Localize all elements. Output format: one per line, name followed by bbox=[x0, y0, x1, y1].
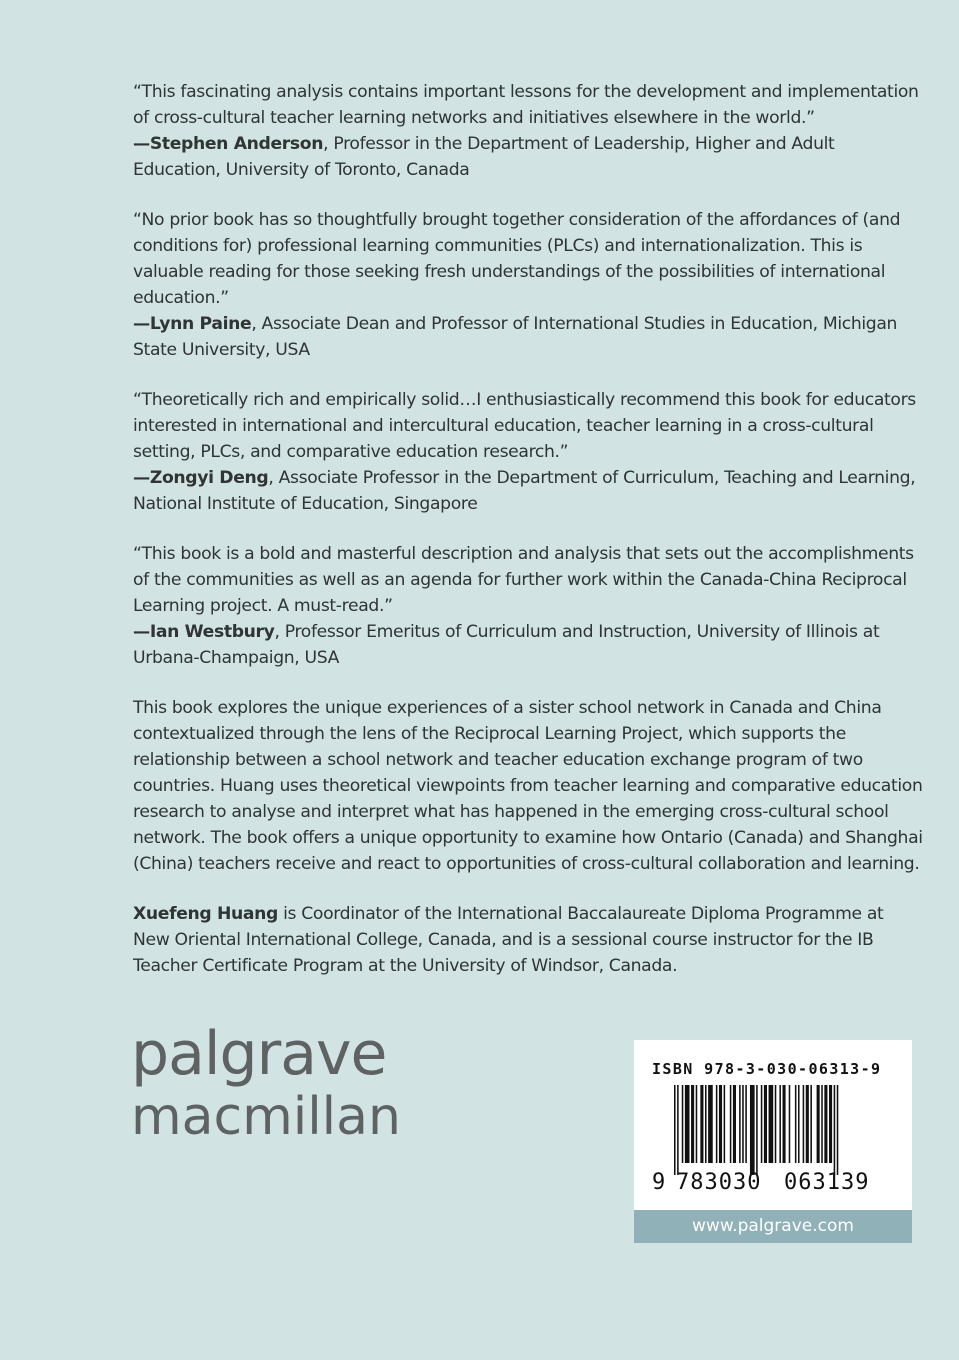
barcode-bar bbox=[716, 1085, 718, 1163]
endorsement bbox=[133, 207, 923, 363]
barcode-bar bbox=[691, 1085, 694, 1163]
barcode-graphic bbox=[634, 1040, 912, 1210]
barcode-digits-right: 063139 bbox=[784, 1170, 870, 1195]
barcode-bar bbox=[795, 1085, 797, 1163]
barcode-bar bbox=[708, 1085, 713, 1163]
barcode-bar bbox=[775, 1085, 777, 1163]
barcode-bar bbox=[817, 1085, 820, 1163]
barcode-bar bbox=[719, 1085, 722, 1163]
barcode-bar bbox=[685, 1085, 690, 1163]
endorser-affiliation: , Associate Professor in the Department of Curriculum, Teaching and Learning, National Institute of Education, Singapore bbox=[133, 468, 916, 514]
logo-line-macmillan: macmillan bbox=[131, 1087, 401, 1147]
endorser-name: —Zongyi Deng bbox=[133, 468, 269, 488]
endorsement-attribution bbox=[133, 311, 923, 363]
barcode-bar bbox=[677, 1085, 679, 1175]
author-name: Xuefeng Huang bbox=[133, 904, 279, 924]
description-text: This book explores the unique experiences of a sister school network in Canada and China contextualized through the lens of the Reciprocal Learning Project, which supports the relationship between a school network and teacher education exchange program of two countries. Huang uses theoretical viewpoints from teacher learning and comparative education research to analyse and interpret what has happened in the emerging cross-cultural school network. The book offers a unique opportunity to examine how Ontario (Canada) and Shanghai (China) teachers receive and react to opportunities of cross-cultural collaboration and learning. bbox=[133, 698, 923, 874]
endorser-name: —Lynn Paine bbox=[133, 314, 252, 334]
barcode-bar bbox=[700, 1085, 703, 1163]
endorser-affiliation: , Professor Emeritus of Curriculum and Instruction, University of Illinois at Urbana-Champaign, USA bbox=[133, 622, 880, 668]
barcode-bar bbox=[789, 1085, 791, 1163]
barcode-bar bbox=[761, 1085, 763, 1163]
barcode-digits-left: 783030 bbox=[676, 1170, 762, 1195]
barcode-bar bbox=[696, 1085, 698, 1163]
barcode-bar bbox=[750, 1085, 755, 1175]
barcode-bar bbox=[803, 1085, 805, 1163]
barcode-bar bbox=[810, 1085, 812, 1163]
endorsement-attribution bbox=[133, 131, 923, 183]
barcode-bar bbox=[798, 1085, 800, 1163]
barcode-bar bbox=[764, 1085, 767, 1163]
endorsement-quote: “Theoretically rich and empirically solid…I enthusiastically recommend this book for educators interested in international and intercultural education, teacher learning in a cross-cultural setting, PLCs, and comparative education research.” bbox=[133, 390, 916, 462]
barcode-bar bbox=[674, 1085, 676, 1175]
isbn-label: ISBN 978-3-030-06313-9 bbox=[652, 1060, 882, 1078]
barcode-bar bbox=[806, 1085, 809, 1163]
barcode-bar bbox=[733, 1085, 736, 1163]
barcode-bar bbox=[821, 1085, 823, 1163]
barcode-bar bbox=[742, 1085, 744, 1163]
endorser-affiliation: , Associate Dean and Professor of International Studies in Education, Michigan State University, USA bbox=[133, 314, 898, 360]
endorsement-quote: “This book is a bold and masterful description and analysis that sets out the accomplishments of the communities as well as an agenda for further work within the Canada-China Reciprocal Learning project. A must-read.” bbox=[133, 544, 914, 616]
bio-body: is Coordinator of the International Baccalaureate Diploma Programme at New Oriental International College, Canada, and is a sessional course instructor for the IB Teacher Certificate Program at the University of Windsor, Canada. bbox=[133, 904, 884, 976]
endorsement-quote: “This fascinating analysis contains important lessons for the development and implementation of cross-cultural teacher learning networks and initiatives elsewhere in the world.” bbox=[133, 82, 919, 128]
endorser-affiliation: , Professor in the Department of Leadership, Higher and Adult Education, University of Toronto, Canada bbox=[133, 134, 835, 180]
barcode-bar bbox=[834, 1085, 836, 1175]
endorser-name: —Stephen Anderson bbox=[133, 134, 324, 154]
isbn-barcode-box bbox=[634, 1040, 912, 1243]
endorsement-attribution bbox=[133, 465, 923, 517]
endorsement bbox=[133, 387, 923, 517]
publisher-logo bbox=[131, 1019, 401, 1148]
endorser-name: —Ian Westbury bbox=[133, 622, 275, 642]
bio-text bbox=[133, 901, 923, 979]
endorsement bbox=[133, 79, 923, 183]
barcode-bar bbox=[682, 1085, 684, 1163]
barcode-bars bbox=[674, 1085, 838, 1175]
barcode-bar bbox=[837, 1085, 839, 1175]
endorsement bbox=[133, 541, 923, 671]
barcode-bar bbox=[829, 1085, 832, 1163]
author-bio bbox=[133, 901, 923, 979]
logo-line-palgrave: palgrave bbox=[131, 1019, 387, 1089]
barcode-bar bbox=[756, 1085, 758, 1175]
back-cover-text bbox=[133, 79, 923, 979]
barcode-bar bbox=[730, 1085, 732, 1163]
barcode-bar bbox=[824, 1085, 827, 1163]
barcode-bar bbox=[745, 1085, 747, 1163]
endorsement-attribution bbox=[133, 619, 923, 671]
barcode-bar bbox=[705, 1085, 707, 1163]
barcode-bar bbox=[779, 1085, 781, 1163]
barcode-bar bbox=[783, 1085, 786, 1163]
barcode-digit-lead: 9 bbox=[652, 1170, 666, 1195]
barcode-bar bbox=[739, 1085, 741, 1163]
barcode-bar bbox=[724, 1085, 726, 1163]
endorsement-quote: “No prior book has so thoughtfully brought together consideration of the affordances of (and conditions for) professional learning communities (PLCs) and internationalization. This is valuable reading for those seeking fresh understandings of the possibilities of international education.” bbox=[133, 210, 901, 308]
book-description bbox=[133, 695, 923, 877]
publisher-url[interactable]: www.palgrave.com bbox=[634, 1210, 912, 1243]
barcode-bar bbox=[769, 1085, 774, 1163]
